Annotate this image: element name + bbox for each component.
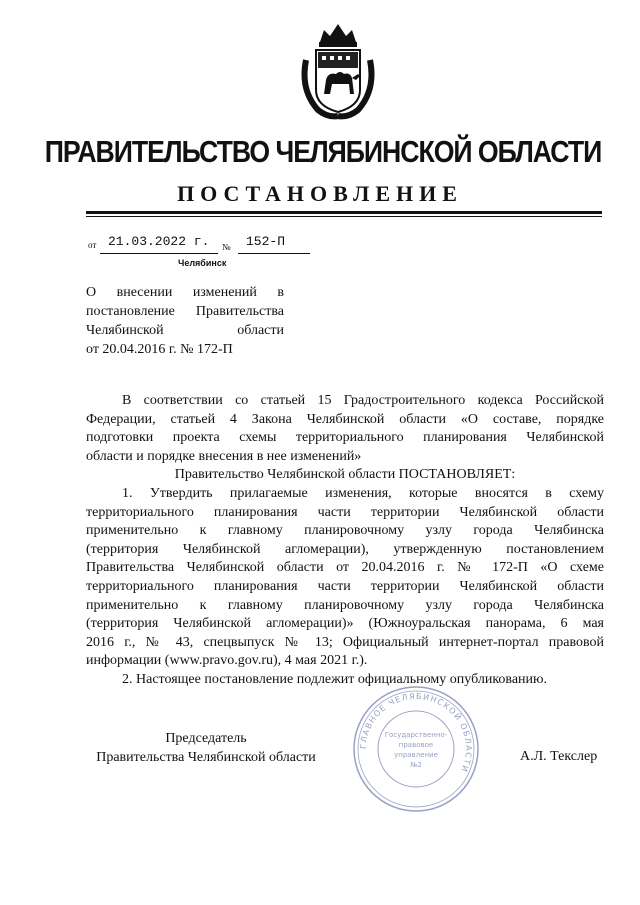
number-label: №	[222, 242, 231, 252]
document-subject	[86, 283, 284, 359]
body-line: Правительство Челябинской области ПОСТАНОВЛЯЕТ:	[174, 467, 516, 483]
body-line: Федерации, статьей 4 Закона Челябинской области «О составе, порядке	[86, 411, 604, 427]
header-rule-thin	[86, 216, 602, 217]
body-line: применительно к главному планировочному узлу города Челябинска	[86, 597, 604, 613]
subject-line: постановление Правительства	[86, 304, 284, 319]
body-line: области и порядке внесения в нее изменений»	[86, 448, 362, 464]
position-line: Правительства Челябинской области	[96, 749, 316, 765]
document-body	[86, 392, 604, 690]
stamp-line: №2	[410, 761, 422, 769]
body-line: (территория Челябинской агломерации)» (Южноуральская панорама, 6 мая	[86, 616, 604, 632]
stamp-line: правовое	[398, 741, 434, 749]
city-label: Челябинск	[178, 258, 227, 268]
body-line: территориального планирования части территории Челябинской области	[86, 504, 604, 520]
document-number: 152-П	[246, 234, 286, 249]
subject-line: О внесении изменений в	[86, 285, 284, 300]
body-line: информации (www.pravo.gov.ru), 4 мая 2021 г.).	[86, 653, 368, 669]
document-date: 21.03.2022 г.	[108, 234, 210, 249]
official-stamp-icon	[350, 683, 482, 815]
position-line: Председатель	[165, 731, 247, 746]
body-line: В соответствии со статьей 15 Градостроительного кодекса Российской	[122, 393, 604, 408]
body-line: Правительства Челябинской области от 20.04.2016 г. № 172-П «О схеме	[86, 560, 604, 576]
stamp-outer-text: ГЛАВНОЕ ЧЕЛЯБИНСКОЙ ОБЛАСТИ	[358, 691, 474, 774]
body-line: 2. Настоящее постановление подлежит официальному опубликованию.	[122, 671, 547, 687]
document-type: ПОСТАНОВЛЕНИЕ	[177, 181, 463, 206]
coat-of-arms-icon	[296, 20, 380, 120]
signatory-name: А.Л. Текслер	[520, 749, 598, 764]
signatory-position	[86, 730, 326, 767]
stamp-line: управление	[394, 751, 438, 759]
date-underline	[100, 253, 218, 254]
government-title: ПРАВИТЕЛЬСТВО ЧЕЛЯБИНСКОЙ ОБЛАСТИ	[44, 134, 602, 169]
body-line: 2016 г., № 43, спецвыпуск № 13; Официальный интернет-портал правовой	[86, 634, 604, 650]
header-rule-thick	[86, 211, 602, 214]
number-underline	[238, 253, 310, 254]
body-line: территориального планирования части территории Челябинской области	[86, 578, 604, 594]
body-line: (территория Челябинской агломерации), утвержденную постановлением	[86, 541, 604, 557]
body-line: применительно к главному планировочному узлу города Челябинска	[86, 523, 604, 539]
body-line: подготовки проекта схемы территориального планирования Челябинской	[86, 430, 604, 446]
stamp-line: Государственно-	[384, 731, 448, 739]
from-label: от	[88, 240, 97, 250]
body-line: 1. Утвердить прилагаемые изменения, которые вносятся в схему	[122, 485, 604, 501]
subject-line: Челябинской области	[86, 323, 284, 338]
subject-line: от 20.04.2016 г. № 172-П	[86, 342, 233, 357]
